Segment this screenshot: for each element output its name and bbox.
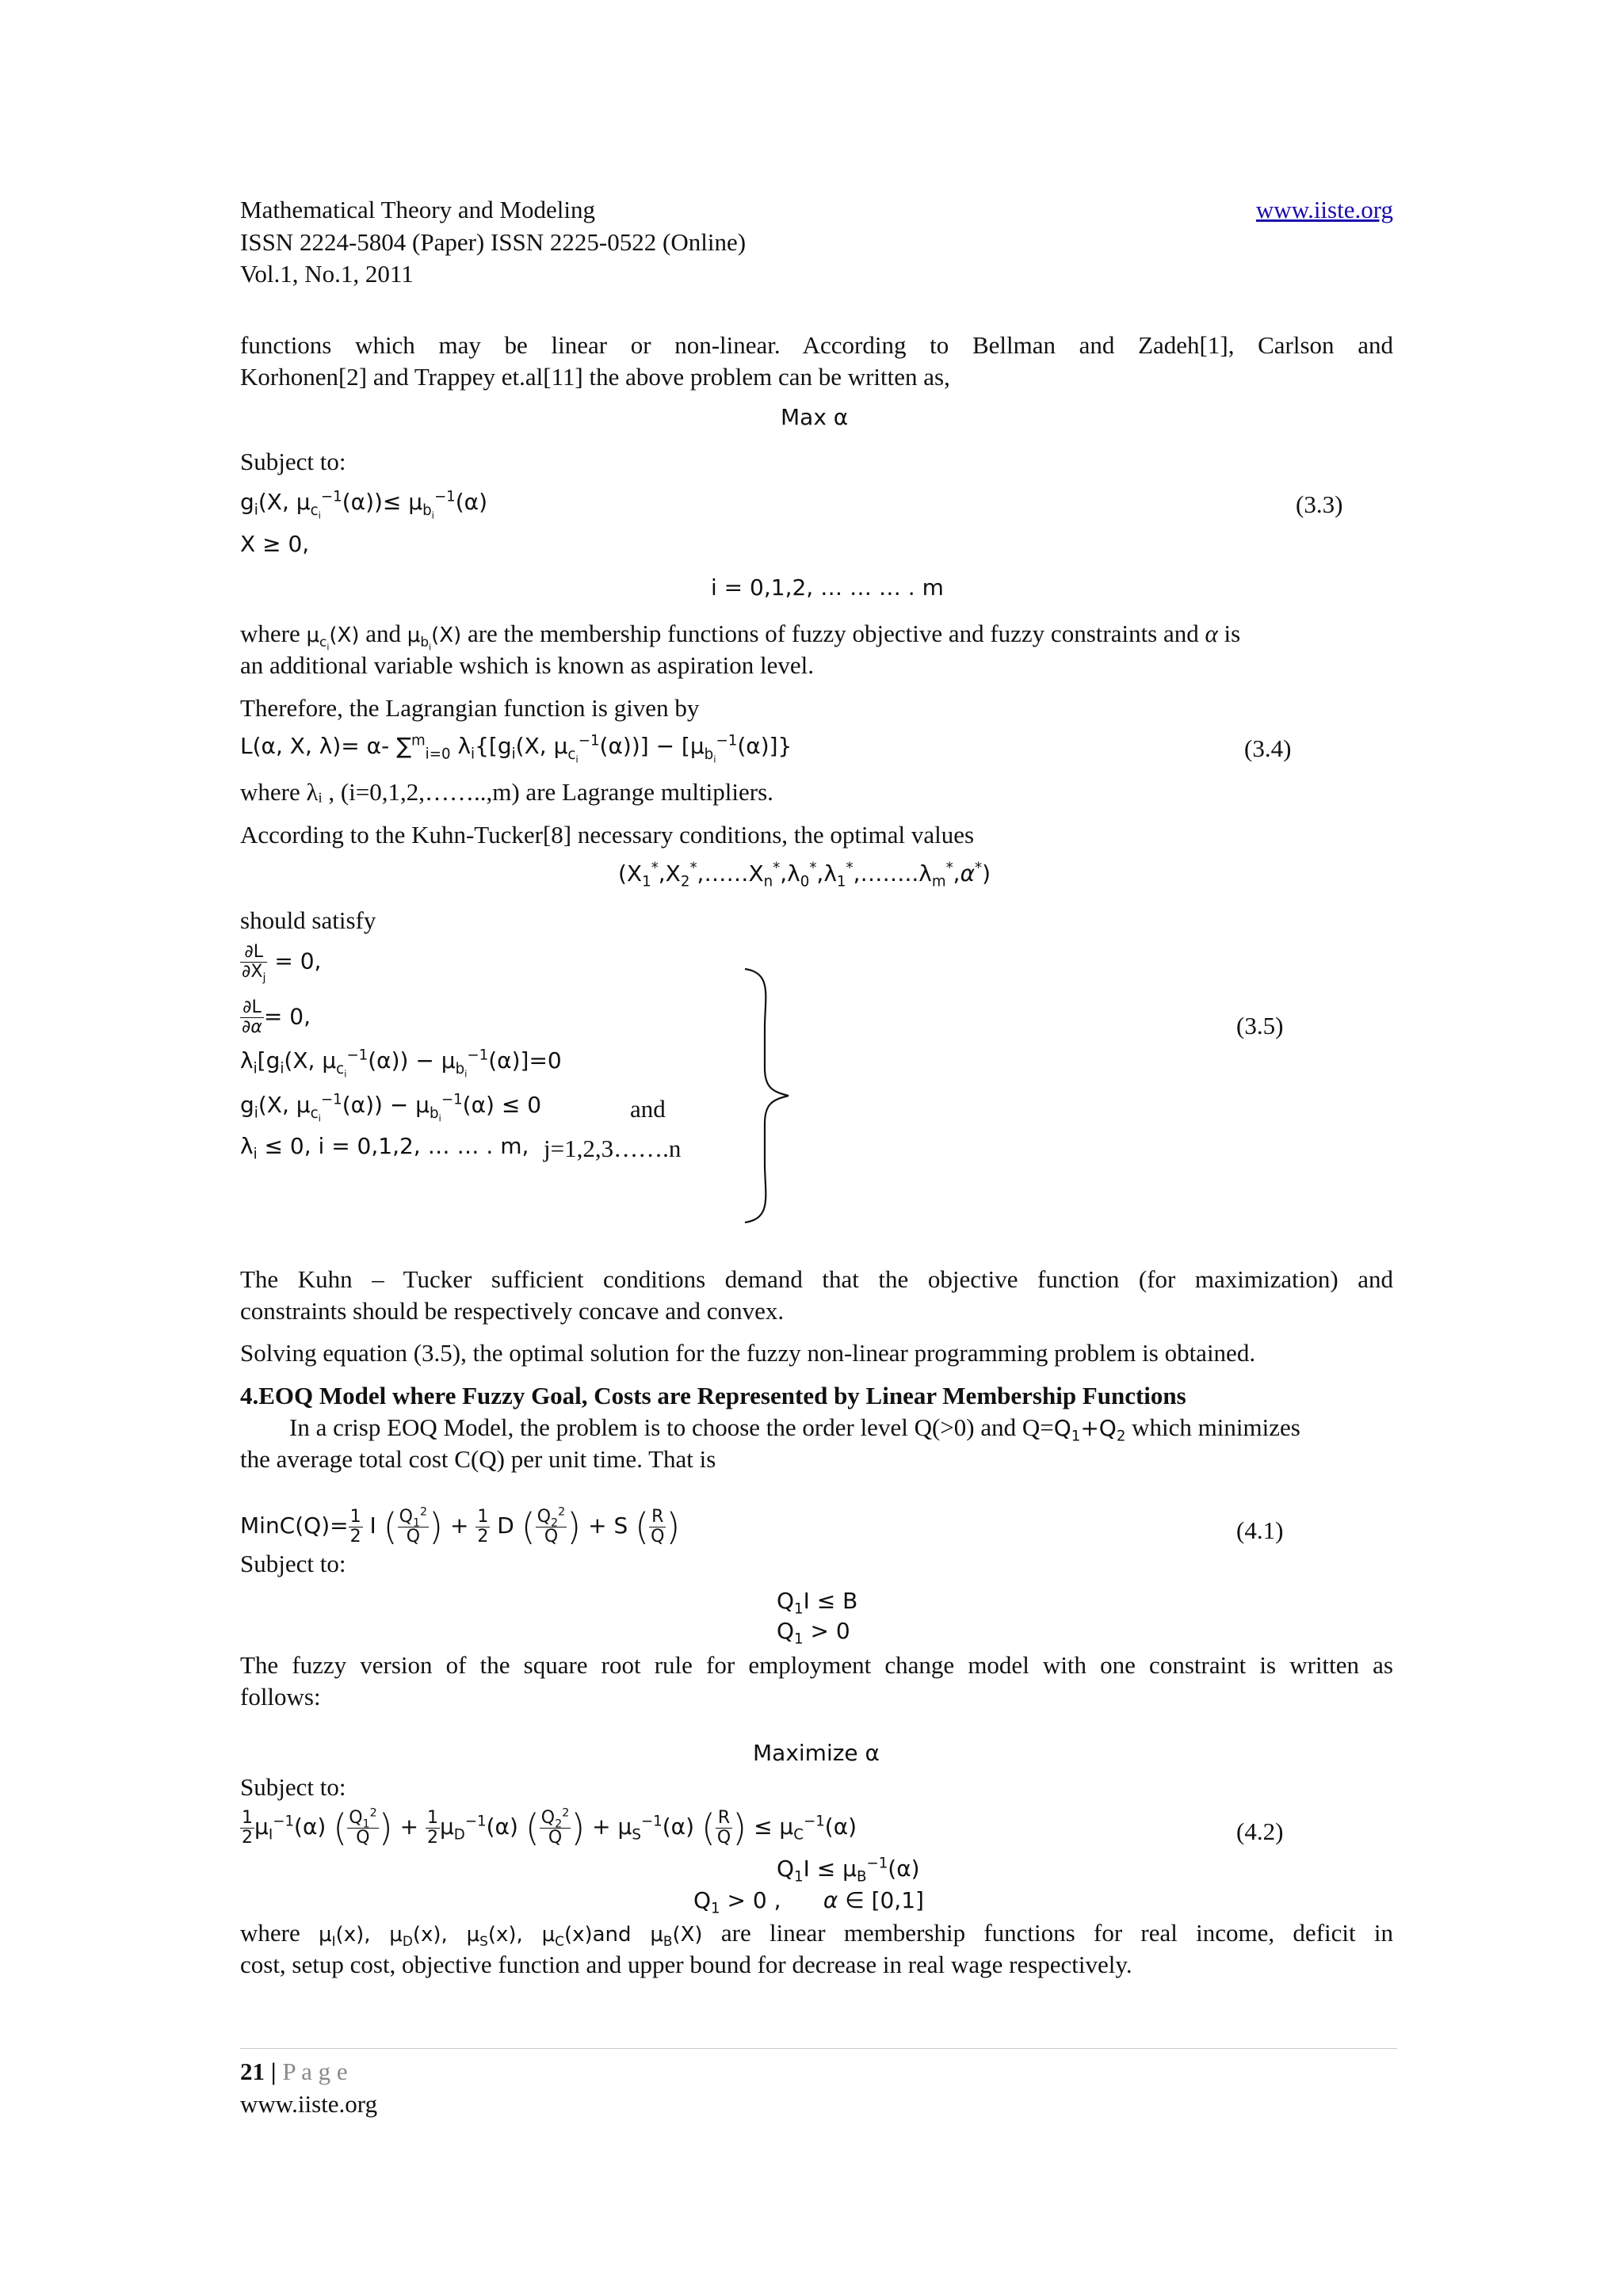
kkt-feasibility: $g_i(X$, $\mu_{c_i}^{-1}(\alpha)) - \mu_{b_i}^{-1}(\alpha) \le 0$ — [240, 1091, 542, 1124]
positivity-constraint: $Q_1 > 0$ — [777, 1618, 850, 1648]
equation-4-2: $\frac{1}{2}$ $\mu_I^{-1}(\alpha)$ ( $\frac{Q_1^2}{Q}$ ) + $\frac{1}{2}$ $\mu_D^{-1}(\alpha)$ ( $\frac{Q_2^2}{Q}$ ) + $\mu_S^{-1}(\alpha)$ ( $\frac{R}{Q}$ ) ≤ $\mu_C^{-1}(\alpha)$ — [242, 1806, 857, 1849]
paragraph-line: cost, setup cost, objective function and upper bound for decrease in real wage respectively. — [240, 1951, 1132, 1978]
journal-title: Mathematical Theory and Modeling — [240, 196, 595, 223]
budget-constraint: $Q_1I \le B$ — [777, 1588, 858, 1618]
equation-number: (4.1) — [1236, 1516, 1284, 1544]
objective-maximize-alpha: Maximize α — [753, 1740, 880, 1766]
equation-number: (3.3) — [1296, 490, 1343, 518]
paragraph-line: where λᵢ , (i=0,1,2,……..,m) are Lagrange multipliers. — [240, 778, 773, 806]
subject-to-label: Subject to: — [240, 1550, 346, 1577]
paragraph-line: an additional variable wshich is known as aspiration level. — [240, 651, 815, 679]
paragraph-line: should satisfy — [240, 906, 376, 934]
paragraph-line: constraints should be respectively concave and convex. — [240, 1297, 785, 1325]
subject-to-label: Subject to: — [240, 448, 346, 475]
paragraph-line: The fuzzy version of the square root rule for employment change model with one constraint is written as — [240, 1651, 1393, 1679]
paragraph-line: follows: — [240, 1683, 321, 1711]
header-website-link[interactable]: www.iiste.org — [1255, 196, 1393, 223]
paragraph-line: the average total cost C(Q) per unit time. That is — [240, 1445, 716, 1473]
optimal-values-tuple: $(X_1^*,X_2^*,\dots\dots X_n^*,\lambda_0^*,\lambda_1^*,\dots\dots..\lambda_m^*,\alpha^*)$ — [618, 860, 991, 891]
footer-website: www.iiste.org — [240, 2090, 378, 2118]
paragraph-line: Therefore, the Lagrangian function is given by — [240, 694, 700, 722]
kkt-multiplier-sign: $\lambda_i \le 0$, i = 0,1,2, … … . m, — [240, 1133, 529, 1163]
membership-functions-definition: where $\mu_I(x)$, $\mu_D(x)$, $\mu_S(x)$, $\mu_C(x)and$ $\mu_B(X)$ are linear membership functions for real income, deficit in — [240, 1919, 1394, 1950]
objective-max-alpha: Max α — [781, 404, 849, 430]
fuzzy-positivity-constraint: $Q_1 > 0$ , α ∈ [0,1] — [693, 1887, 924, 1917]
kkt-complementary-slackness: $\lambda_i[g_i(X$, $\mu_{c_i}^{-1}(\alpha)) - \mu_{b_i}^{-1}(\alpha)]=0$ — [240, 1047, 562, 1080]
kkt-condition-dL-dxj: $\frac{\partial L}{\partial X_j}$ = 0, — [242, 942, 322, 985]
equation-number: (3.5) — [1236, 1012, 1284, 1039]
kkt-condition-dL-dalpha: $\frac{\partial L}{\partial\alpha}$ = 0, — [242, 997, 311, 1037]
equation-4-1: MinC(Q)= $\frac{1}{2}$ I ( $\frac{Q_1^2}{Q}$ ) + $\frac{1}{2}$ D ( $\frac{Q_2^2}{Q}$ ) + S ( $\frac{R}{Q}$ ) — [240, 1505, 681, 1548]
paragraph-line: The Kuhn – Tucker sufficient conditions demand that the objective function (for maximization) and — [240, 1265, 1393, 1293]
paragraph-line: Solving equation (3.5), the optimal solution for the fuzzy non-linear programming problem is obtained. — [240, 1339, 1256, 1367]
fuzzy-budget-constraint: $Q_1I \le \mu_B^{-1}(\alpha)$ — [777, 1855, 920, 1886]
equation-3-3: $g_i(X$, $\mu_{c_i}^{-1}(\alpha))\le \mu_{b_i}^{-1}(\alpha)$ — [240, 488, 488, 521]
equation-3-4: L(α, X, λ)= α- ∑$^m_{i=0}$ $\lambda_i\{[g_i(X$, $\mu_{c_i}^{-1}(\alpha))] - [\mu_{b_i}^{-1}(\alpha)]$} — [240, 732, 792, 765]
membership-definition-line: where $\mu_{c_i}(X)$ and $\mu_{b_i}(X)$ are the membership functions of fuzzy objective and fuzzy constraints and α is — [240, 620, 1241, 653]
issn-line: ISSN 2224-5804 (Paper) ISSN 2225-0522 (Online) — [240, 228, 747, 256]
paragraph-line: Korhonen[2] and Trappey et.al[11] the above problem can be written as, — [240, 363, 950, 391]
subject-to-label: Subject to: — [240, 1773, 346, 1801]
index-range: i = 0,1,2, … … … . m — [711, 574, 944, 601]
footer-divider — [240, 2048, 1397, 2049]
j-range: j=1,2,3…….n — [544, 1135, 682, 1162]
equation-number: (3.4) — [1244, 734, 1292, 762]
and-connector: and — [630, 1095, 666, 1123]
equation-number: (4.2) — [1236, 1817, 1284, 1845]
crisp-eoq-line: In a crisp EOQ Model, the problem is to choose the order level Q(>0) and $Q=Q_1+Q_2$ which minimizes — [289, 1413, 1300, 1445]
paragraph-line: functions which may be linear or non-linear. According to Bellman and Zadeh[1], Carlson and — [240, 331, 1393, 359]
nonnegativity-constraint: X ≥ 0, — [240, 531, 310, 557]
page-number: 21 | P a g e — [240, 2058, 348, 2085]
paragraph-line: According to the Kuhn-Tucker[8] necessary conditions, the optimal values — [240, 821, 975, 849]
volume-line: Vol.1, No.1, 2011 — [240, 260, 414, 288]
section-heading: 4.EOQ Model where Fuzzy Goal, Costs are Represented by Linear Membership Functions — [240, 1382, 1186, 1409]
right-brace — [741, 965, 796, 1226]
